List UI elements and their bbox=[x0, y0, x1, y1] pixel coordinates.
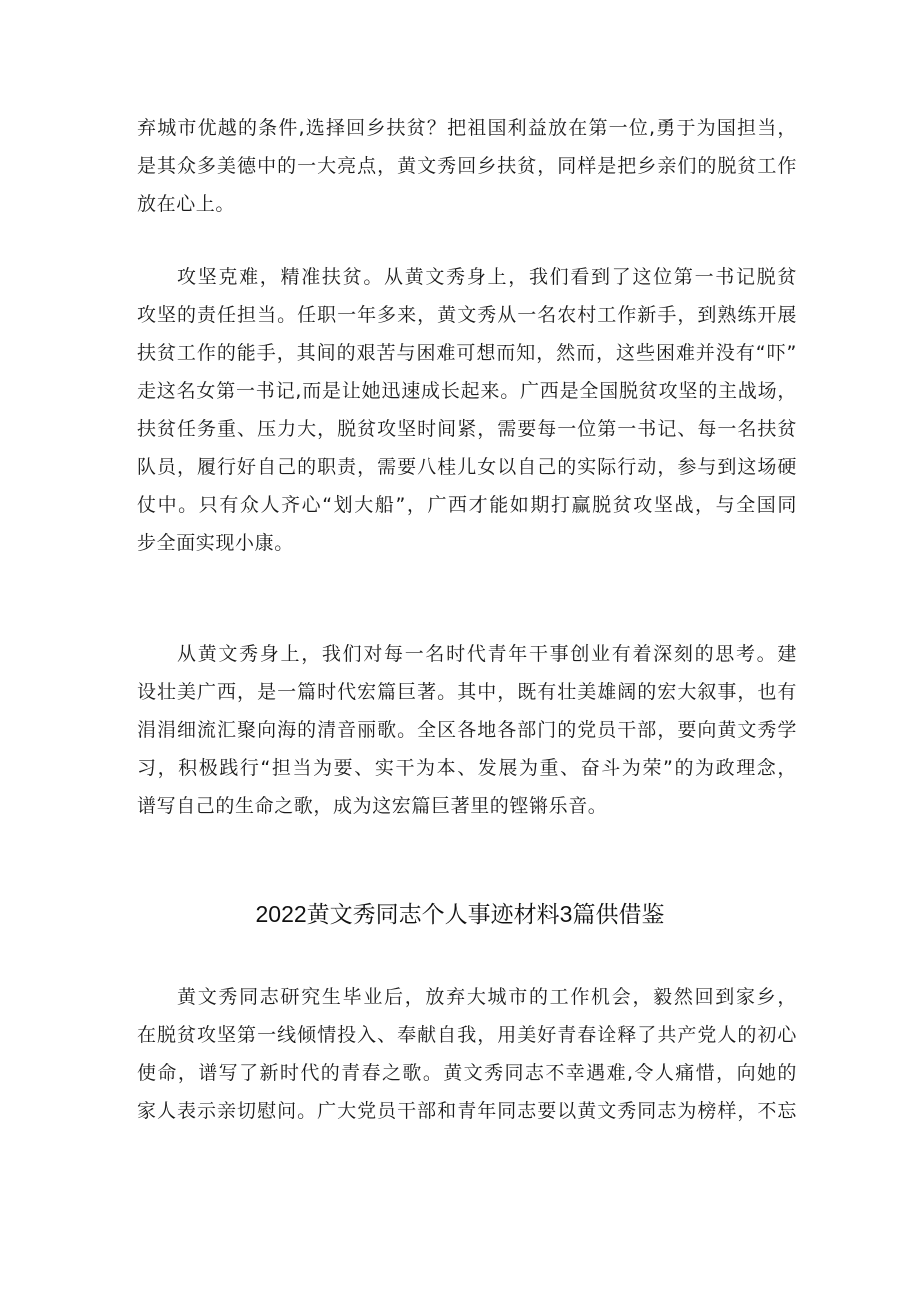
text-line: 攻坚的责任担当。任职一年多来，黄文秀从一名农村工作新手，到熟练开展 bbox=[137, 304, 797, 326]
text-line: 从黄文秀身上，我们对每一名时代青年干事创业有着深刻的思考。建 bbox=[177, 643, 797, 665]
paragraph-2 bbox=[137, 258, 797, 562]
paragraph-4 bbox=[137, 978, 797, 1130]
text-line: 使命，谱写了新时代的青春之歌。黄文秀同志不幸遇难,令人痛惜，向她的 bbox=[137, 1062, 797, 1084]
text-line: 走这名女第一书记,而是让她迅速成长起来。广西是全国脱贫攻坚的主战场， bbox=[137, 380, 797, 402]
text-line: 攻坚克难，精准扶贫。从黄文秀身上，我们看到了这位第一书记脱贫 bbox=[177, 266, 797, 288]
paragraph-3 bbox=[137, 635, 797, 825]
text-line: 仗中。只有众人齐心“划大船”，广西才能如期打赢脱贫攻坚战，与全国同 bbox=[137, 494, 797, 516]
section-heading: 2022黄文秀同志个人事迹材料3篇供借鉴 bbox=[255, 901, 665, 927]
paragraph-1 bbox=[137, 109, 797, 223]
text-line: 设壮美广西，是一篇时代宏篇巨著。其中，既有壮美雄阔的宏大叙事，也有 bbox=[137, 681, 797, 703]
text-line: 扶贫任务重、压力大，脱贫攻坚时间紧，需要每一位第一书记、每一名扶贫 bbox=[137, 418, 797, 440]
text-line: 谱写自己的生命之歌，成为这宏篇巨著里的铿锵乐音。 bbox=[137, 795, 608, 817]
text-line: 队员，履行好自己的职责，需要八桂儿女以自己的实际行动，参与到这场硬 bbox=[137, 456, 797, 478]
text-line: 步全面实现小康。 bbox=[137, 532, 294, 554]
text-line: 家人表示亲切慰问。广大党员干部和青年同志要以黄文秀同志为榜样，不忘 bbox=[137, 1100, 797, 1122]
text-line: 黄文秀同志研究生毕业后，放弃大城市的工作机会，毅然回到家乡， bbox=[177, 986, 797, 1008]
text-line: 是其众多美德中的一大亮点，黄文秀回乡扶贫，同样是把乡亲们的脱贫工作 bbox=[137, 155, 797, 177]
text-line: 习，积极践行“担当为要、实干为本、发展为重、奋斗为荣”的为政理念， bbox=[137, 757, 797, 779]
text-line: 扶贫工作的能手，其间的艰苦与困难可想而知，然而，这些困难并没有“吓” bbox=[137, 342, 797, 364]
text-line: 涓涓细流汇聚向海的清音丽歌。全区各地各部门的党员干部，要向黄文秀学 bbox=[137, 719, 797, 741]
text-line: 放在心上。 bbox=[137, 193, 236, 215]
text-line: 在脱贫攻坚第一线倾情投入、奉献自我，用美好青春诠释了共产党人的初心 bbox=[137, 1024, 797, 1046]
text-line: 弃城市优越的条件,选择回乡扶贫？把祖国利益放在第一位,勇于为国担当， bbox=[137, 117, 797, 139]
